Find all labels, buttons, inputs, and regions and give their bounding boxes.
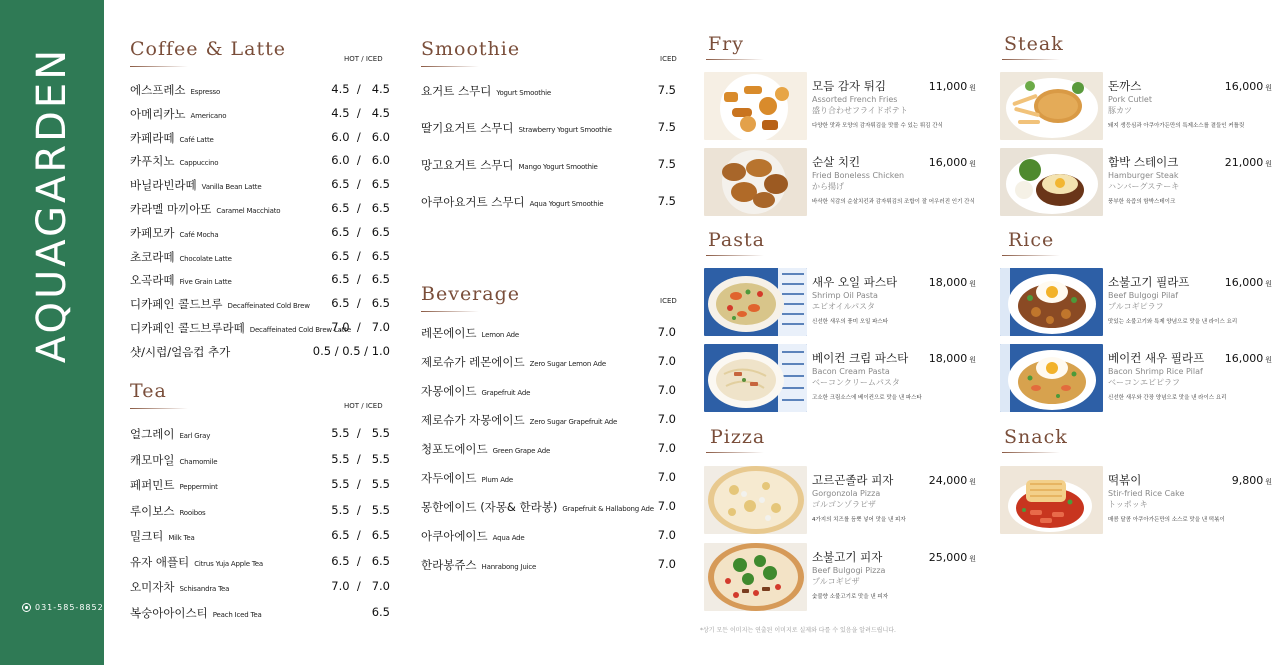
- food-price: [1232, 474, 1272, 487]
- food-name-kr: 돈까스: [1108, 79, 1142, 93]
- item-name-kr: 요거트 스무디: [421, 84, 492, 98]
- item-name-kr: 밀크티: [130, 529, 164, 543]
- food-photo: [704, 543, 807, 611]
- item-name-en: Rooibos: [179, 508, 206, 517]
- item-name-en: Decaffeinated Cold Brew Latte: [249, 326, 351, 334]
- section-rule: [421, 66, 479, 67]
- item-price: 7.5: [657, 83, 676, 97]
- item-price: 6.5 / 6.5: [331, 224, 390, 239]
- item-name-kr: 바닐라빈라떼: [130, 178, 197, 193]
- food-photo: [1000, 72, 1103, 140]
- section-rule: [130, 408, 188, 409]
- item-price: 5.5 / 5.5: [331, 477, 390, 491]
- section-title-snack: Snack: [1004, 426, 1068, 448]
- food-card-rice: [1000, 268, 1272, 336]
- phone-contact: [22, 603, 104, 612]
- food-name-jp: 豚カツ: [1108, 106, 1132, 115]
- item-name-en: Yogurt Smoothie: [496, 89, 551, 97]
- food-name-en: Beef Bulgogi Pilaf: [1108, 291, 1179, 300]
- food-name-kr: 베이컨 새우 필라프: [1108, 351, 1205, 365]
- food-description: 다양한 맛과 모양의 감자튀김을 맛볼 수 있는 튀김 간식: [812, 123, 943, 129]
- item-price: 7.0: [657, 325, 676, 339]
- menu-item: [130, 320, 390, 338]
- item-name-en: Grapefruit Ade: [481, 389, 531, 397]
- item-name-en: Espresso: [190, 88, 221, 96]
- item-name-kr: 디카페인 콜드브루: [130, 297, 223, 312]
- section-title-beverage: Beverage: [421, 283, 521, 305]
- currency-unit: 원: [969, 280, 976, 288]
- currency-unit: 원: [969, 356, 976, 364]
- item-name-en: Peach Iced Tea: [212, 610, 262, 619]
- food-name-en: Bacon Shrimp Rice Pilaf: [1108, 367, 1203, 376]
- food-card-steak: [1000, 148, 1272, 216]
- menu-item: [421, 325, 676, 343]
- item-name-kr: 카페라떼: [130, 130, 175, 145]
- food-name-jp: ゴルゴンゾラピザ: [812, 500, 876, 509]
- item-price: 7.0: [657, 412, 676, 426]
- section-rule: [706, 255, 764, 256]
- food-price: [929, 551, 976, 564]
- section-title-pasta: Pasta: [708, 229, 765, 251]
- food-description: 신선한 새우와 간장 양념으로 맛을 낸 라이스 요리: [1108, 395, 1227, 401]
- food-name-kr: 모듬 감자 튀김: [812, 79, 886, 93]
- food-price: [1225, 156, 1272, 169]
- food-card-snack: [1000, 466, 1272, 534]
- item-name-kr: 오곡라떼: [130, 273, 175, 288]
- food-photo: [704, 344, 807, 412]
- menu-item: [421, 383, 676, 401]
- item-name-en: Lemon Ade: [481, 331, 520, 339]
- section-title-smoothie: Smoothie: [421, 38, 521, 60]
- food-price: [929, 352, 976, 365]
- food-name-jp: から揚げ: [812, 182, 844, 191]
- section-title-tea: Tea: [130, 380, 167, 402]
- item-name-kr: 아쿠아요거트 스무디: [421, 195, 525, 209]
- menu-item: [130, 605, 390, 623]
- phone-icon: [22, 603, 31, 612]
- menu-item: [130, 225, 390, 243]
- food-photo: [1000, 466, 1103, 534]
- menu-item: [421, 194, 676, 212]
- item-price: 7.5: [657, 157, 676, 171]
- item-name-en: Cappuccino: [179, 159, 219, 168]
- item-price: 4.5 / 4.5: [331, 82, 390, 96]
- menu-item: [130, 296, 390, 314]
- food-name-kr: 함박 스테이크: [1108, 155, 1179, 169]
- menu-item: [130, 82, 390, 100]
- column-header-iced: ICED: [660, 55, 677, 63]
- food-name-jp: ベーコンエビピラフ: [1108, 378, 1180, 387]
- section-title-coffee: Coffee & Latte: [130, 38, 286, 60]
- food-description: 돼지 생등심과 아쿠아가든만의 특제소스를 곁들인 커틀릿: [1108, 123, 1245, 129]
- item-name-en: Strawberry Yogurt Smoothie: [518, 126, 612, 134]
- item-name-kr: 루이보스: [130, 503, 175, 518]
- food-photo: [704, 268, 807, 336]
- menu-item: [130, 130, 390, 148]
- menu-item: [130, 426, 390, 444]
- menu-item: [130, 249, 390, 267]
- sidebar: [0, 0, 104, 665]
- item-name-kr: 카페모카: [130, 225, 175, 240]
- menu-item: [130, 477, 390, 495]
- menu-item: [421, 157, 676, 175]
- item-price: 6.5: [371, 604, 390, 619]
- brand-logo: AQUAGARDEN: [29, 46, 75, 364]
- item-price: 6.5 / 6.5: [331, 201, 390, 215]
- item-price: 7.0: [657, 470, 676, 484]
- currency-unit: 원: [1265, 280, 1272, 288]
- currency-unit: 원: [1265, 160, 1272, 168]
- menu-item: [130, 106, 390, 124]
- section-rule: [1002, 59, 1060, 60]
- item-name-en: Chocolate Latte: [179, 254, 232, 263]
- item-name-en: Decaffeinated Cold Brew: [227, 302, 310, 311]
- item-name-kr: 샷/시럽/얼음컵 추가: [130, 344, 231, 359]
- price-value: 16,000: [928, 156, 968, 169]
- currency-unit: 원: [969, 84, 976, 92]
- menu-item: [421, 83, 676, 101]
- section-rule: [706, 452, 764, 453]
- item-name-en: Vanilla Bean Latte: [201, 183, 262, 192]
- item-price: 6.5 / 6.5: [331, 296, 390, 311]
- item-name-en: Zero Sugar Lemon Ade: [529, 360, 606, 368]
- section-title-steak: Steak: [1004, 33, 1064, 55]
- food-name-kr: 베이컨 크림 파스타: [812, 351, 909, 365]
- food-card-fry: [704, 72, 976, 140]
- item-name-kr: 카푸치노: [130, 154, 175, 169]
- food-photo: [704, 72, 807, 140]
- menu-item: [421, 120, 676, 138]
- food-photo: [704, 466, 807, 534]
- price-value: 16,000: [1224, 80, 1264, 93]
- food-name-jp: プルコギピラフ: [1108, 302, 1164, 311]
- menu-item: [130, 554, 390, 572]
- section-rule: [421, 311, 479, 312]
- price-value: 16,000: [1224, 352, 1264, 365]
- item-name-kr: 아메리카노: [130, 106, 186, 121]
- menu-item: [130, 177, 390, 195]
- item-name-en: Grapefruit & Hallabong Ade: [562, 505, 654, 513]
- item-name-en: Hanrabong Juice: [481, 563, 537, 571]
- item-name-kr: 페퍼민트: [130, 478, 175, 492]
- food-price: [1225, 276, 1272, 289]
- item-name-en: Caramel Macchiato: [216, 207, 281, 215]
- section-title-fry: Fry: [708, 33, 744, 55]
- menu-item: [421, 354, 676, 372]
- item-name-kr: 몽한에이드 (자몽& 한라봉): [421, 500, 558, 514]
- item-name-kr: 제로슈가 레몬에이드: [421, 355, 525, 369]
- food-name-kr: 소불고기 필라프: [1108, 275, 1190, 289]
- food-name-en: Hamburger Steak: [1108, 171, 1179, 180]
- item-name-en: Peppermint: [179, 483, 218, 491]
- item-price: 5.5 / 5.5: [331, 426, 390, 440]
- item-price: 7.5: [657, 194, 676, 208]
- menu-item: [130, 344, 390, 362]
- item-name-kr: 초코라떼: [130, 249, 175, 264]
- food-description: 숯불향 소불고기로 맛을 낸 피자: [812, 594, 889, 600]
- food-description: 맛있는 소불고기와 특제 양념으로 맛을 낸 라이스 요리: [1108, 319, 1238, 325]
- food-description: 바삭한 식감의 순살치킨과 감자튀김의 조합이 잘 어우러진 인기 간식: [812, 199, 975, 205]
- food-description: 4가지의 치즈를 듬뿍 넣어 맛을 낸 피자: [812, 517, 906, 523]
- item-name-kr: 유자 애플티: [130, 554, 190, 569]
- price-value: 24,000: [928, 474, 968, 487]
- price-value: 21,000: [1224, 156, 1264, 169]
- food-card-pasta: [704, 344, 976, 412]
- menu-item: [421, 441, 676, 459]
- item-price: 4.5 / 4.5: [331, 105, 390, 120]
- item-name-kr: 카라멜 마끼아또: [130, 202, 212, 216]
- food-name-jp: トッポッキ: [1108, 500, 1148, 509]
- food-name-kr: 소불고기 피자: [812, 550, 883, 564]
- item-name-kr: 레몬에이드: [421, 326, 477, 340]
- item-name-en: Earl Gray: [179, 432, 211, 440]
- item-price: 6.5 / 6.5: [331, 553, 390, 568]
- food-name-jp: ハンバーグステーキ: [1108, 182, 1180, 191]
- item-name-kr: 디카페인 콜드브루라떼: [130, 321, 245, 335]
- column-header-iced: ICED: [660, 297, 677, 305]
- column-header-hot-iced: HOT / ICED: [344, 402, 383, 410]
- item-name-en: Americano: [190, 111, 227, 120]
- food-description: 고소한 크림소스에 베이컨으로 맛을 낸 파스타: [812, 395, 922, 401]
- food-price: [1225, 80, 1272, 93]
- item-name-kr: 캐모마일: [130, 452, 175, 467]
- food-name-en: Pork Cutlet: [1108, 95, 1152, 104]
- item-price: 6.0 / 6.0: [331, 129, 390, 144]
- section-title-pizza: Pizza: [710, 426, 766, 448]
- item-price: 7.0: [657, 499, 676, 513]
- menu-item: [130, 528, 390, 546]
- item-name-kr: 자몽에이드: [421, 384, 477, 398]
- item-price: 7.0: [657, 441, 676, 455]
- item-price: 0.5 / 0.5 / 1.0: [312, 343, 390, 358]
- food-price: [929, 276, 976, 289]
- section-rule: [130, 66, 188, 67]
- food-name-en: Assorted French Fries: [812, 95, 898, 104]
- food-description: 풍부한 육즙의 함박스테이크: [1108, 199, 1176, 205]
- food-name-jp: ベーコンクリームパスタ: [812, 378, 900, 387]
- item-name-kr: 오미자차: [130, 580, 175, 594]
- food-photo: [1000, 344, 1103, 412]
- food-card-steak: [1000, 72, 1272, 140]
- price-value: 11,000: [928, 80, 968, 93]
- item-price: 7.0: [657, 383, 676, 397]
- item-name-kr: 제로슈가 자몽에이드: [421, 413, 525, 427]
- currency-unit: 원: [1265, 84, 1272, 92]
- price-value: 18,000: [928, 352, 968, 365]
- menu-item: [130, 503, 390, 521]
- food-card-fry: [704, 148, 976, 216]
- item-name-en: Green Grape Ade: [492, 447, 551, 455]
- food-card-pizza: [704, 466, 976, 534]
- food-name-jp: エビオイルパスタ: [812, 302, 876, 311]
- food-name-kr: 떡볶이: [1108, 473, 1142, 487]
- column-header-hot-iced: HOT / ICED: [344, 55, 383, 63]
- item-name-en: Zero Sugar Grapefruit Ade: [529, 418, 618, 426]
- item-name-en: Café Mocha: [179, 230, 219, 239]
- food-name-jp: 盛り合わせフライドポテト: [812, 106, 908, 115]
- price-value: 25,000: [928, 551, 968, 564]
- item-name-en: Mango Yogurt Smoothie: [518, 163, 598, 171]
- menu-item: [130, 452, 390, 470]
- food-price: [929, 80, 976, 93]
- section-rule: [1002, 452, 1060, 453]
- item-price: 6.5 / 6.5: [331, 177, 390, 192]
- item-price: 7.5: [657, 120, 676, 134]
- item-name-kr: 에스프레소: [130, 83, 186, 97]
- item-price: 5.5 / 5.5: [331, 451, 390, 466]
- item-price: 7.0: [657, 354, 676, 368]
- currency-unit: 원: [969, 555, 976, 563]
- item-name-en: Five Grain Latte: [179, 278, 232, 287]
- menu-item: [421, 499, 676, 517]
- food-description: 신선한 새우의 풍미 오일 파스타: [812, 319, 889, 325]
- menu-item: [130, 579, 390, 597]
- section-rule: [1002, 255, 1060, 256]
- section-rule: [706, 59, 764, 60]
- item-price: 6.5 / 6.5: [331, 272, 390, 287]
- menu-item: [421, 412, 676, 430]
- item-name-kr: 자두에이드: [421, 471, 477, 485]
- food-card-rice: [1000, 344, 1272, 412]
- item-name-kr: 얼그레이: [130, 427, 175, 441]
- item-name-en: Citrus Yuja Apple Tea: [194, 559, 263, 568]
- food-card-pasta: [704, 268, 976, 336]
- item-price: 7.0: [657, 528, 676, 542]
- food-description: 매콤 달콤 아쿠아가든만의 소스로 맛을 낸 떡볶이: [1108, 517, 1225, 523]
- price-value: 9,800: [1231, 474, 1264, 487]
- item-name-kr: 딸기요거트 스무디: [421, 121, 514, 135]
- item-name-en: Milk Tea: [168, 534, 195, 542]
- food-photo: [704, 148, 807, 216]
- item-name-kr: 한라봉쥬스: [421, 558, 477, 572]
- item-name-en: Aqua Ade: [492, 534, 525, 542]
- food-name-en: Beef Bulgogi Pizza: [812, 566, 886, 575]
- food-name-kr: 고르곤졸라 피자: [812, 473, 894, 487]
- currency-unit: 원: [969, 478, 976, 486]
- item-price: 7.0: [657, 557, 676, 571]
- item-price: 6.0 / 6.0: [331, 153, 390, 168]
- item-name-en: Schisandra Tea: [179, 585, 230, 593]
- item-price: 7.0 / 7.0: [331, 320, 390, 334]
- footnote: *상기 모든 이미지는 연출된 이미지로 실제와 다를 수 있음을 알려드립니다.: [700, 627, 896, 634]
- food-name-en: Bacon Cream Pasta: [812, 367, 890, 376]
- item-price: 7.0 / 7.0: [331, 579, 390, 593]
- food-card-pizza: [704, 543, 976, 611]
- item-name-en: Café Latte: [179, 135, 214, 144]
- item-price: 5.5 / 5.5: [331, 502, 390, 517]
- item-name-kr: 망고요거트 스무디: [421, 158, 514, 172]
- food-name-en: Shrimp Oil Pasta: [812, 291, 878, 300]
- menu-item: [421, 528, 676, 546]
- food-name-en: Stir-fried Rice Cake: [1108, 489, 1185, 498]
- currency-unit: 원: [1265, 356, 1272, 364]
- food-photo: [1000, 148, 1103, 216]
- menu-item: [421, 557, 676, 575]
- item-name-kr: 복숭아아이스티: [130, 605, 208, 620]
- phone-number: 031-585-8852: [35, 603, 104, 612]
- menu-item: [130, 272, 390, 290]
- food-photo: [1000, 268, 1103, 336]
- food-price: [1225, 352, 1272, 365]
- menu-item: [130, 201, 390, 219]
- food-name-en: Gorgonzola Pizza: [812, 489, 881, 498]
- item-name-en: Plum Ade: [481, 476, 514, 484]
- menu-item: [421, 470, 676, 488]
- price-value: 16,000: [1224, 276, 1264, 289]
- currency-unit: 원: [969, 160, 976, 168]
- food-price: [929, 156, 976, 169]
- currency-unit: 원: [1265, 478, 1272, 486]
- food-name-jp: プルコギピザ: [812, 577, 860, 586]
- food-name-en: Fried Boneless Chicken: [812, 171, 905, 180]
- food-name-kr: 순살 치킨: [812, 155, 861, 169]
- price-value: 18,000: [928, 276, 968, 289]
- item-price: 6.5 / 6.5: [331, 528, 390, 542]
- item-name-kr: 아쿠아에이드: [421, 529, 488, 543]
- food-name-kr: 새우 오일 파스타: [812, 275, 898, 289]
- menu-item: [130, 153, 390, 171]
- item-name-kr: 청포도에이드: [421, 442, 488, 456]
- food-price: [929, 474, 976, 487]
- section-title-rice: Rice: [1008, 229, 1055, 251]
- item-price: 6.5 / 6.5: [331, 248, 390, 263]
- item-name-en: Chamomile: [179, 457, 218, 466]
- item-name-en: Aqua Yogurt Smoothie: [529, 200, 604, 208]
